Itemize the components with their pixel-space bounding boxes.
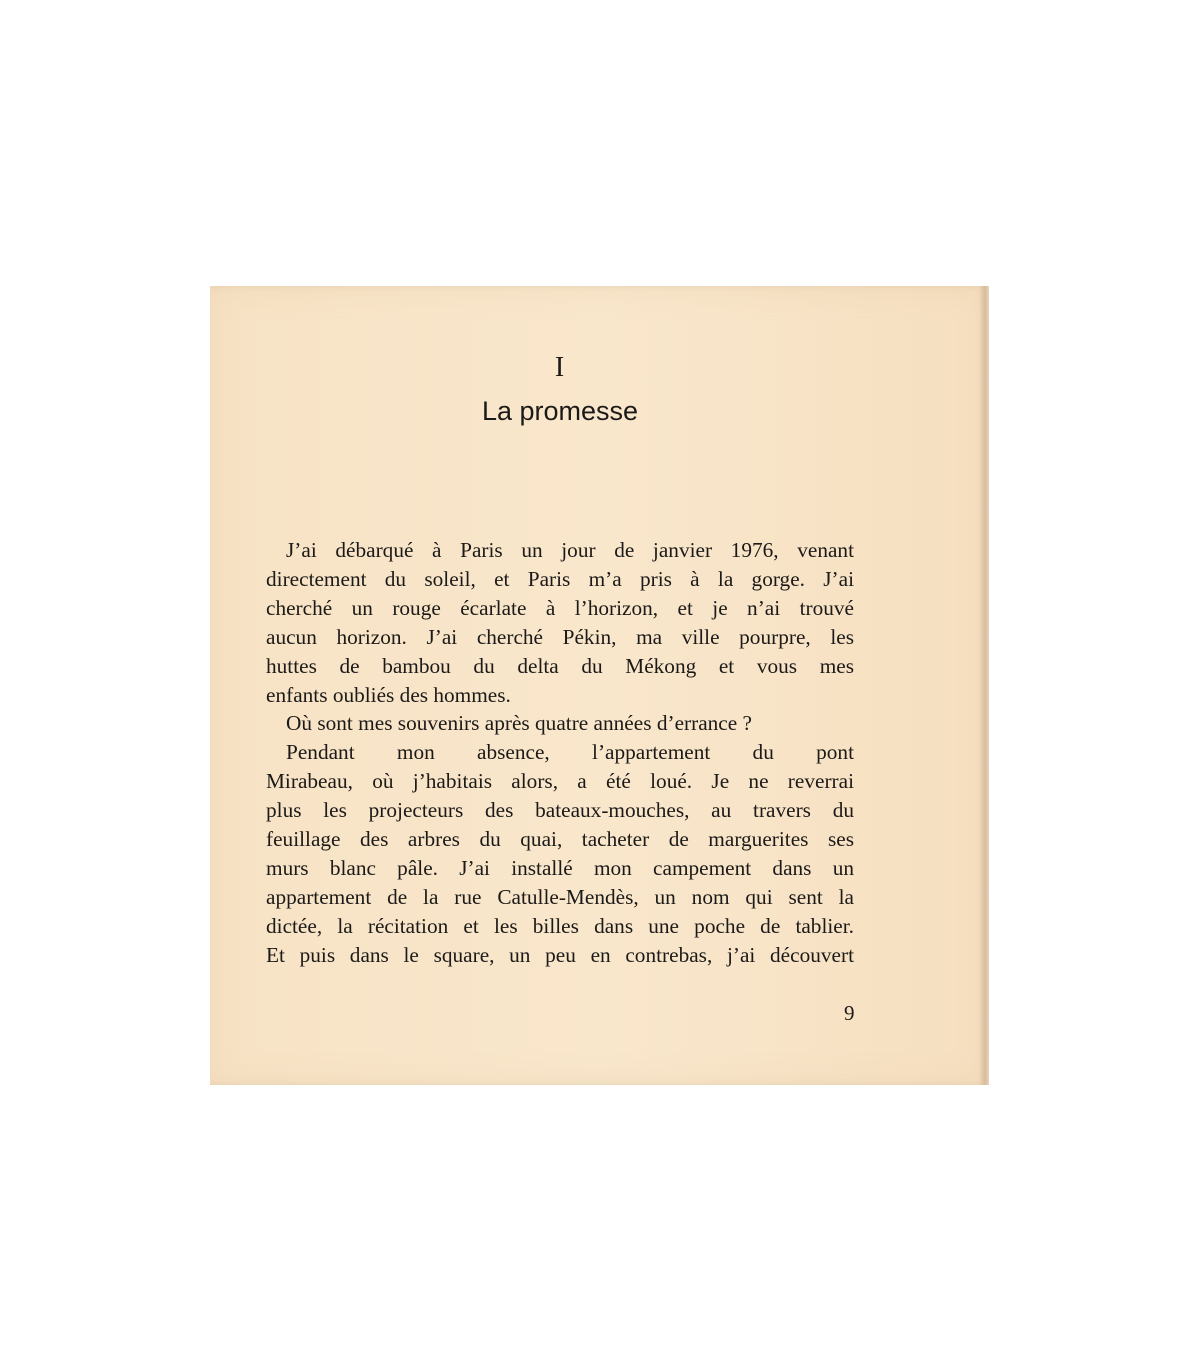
text-line: huttes de bambou du delta du Mékong et vous mes <box>266 653 854 678</box>
text-line: murs blanc pâle. J’ai installé mon campement dans un <box>266 855 854 880</box>
text-line: dictée, la récitation et les billes dans une poche de tablier. <box>266 913 854 938</box>
chapter-title: La promesse <box>481 396 639 426</box>
text-line: Où sont mes souvenirs après quatre années d’errance ? <box>286 711 752 736</box>
text-line: Et puis dans le square, un peu en contrebas, j’ai découvert <box>266 942 854 967</box>
text-line: appartement de la rue Catulle-Mendès, un nom qui sent la <box>266 884 854 909</box>
text-line: J’ai débarqué à Paris un jour de janvier 1976, venant <box>286 538 854 562</box>
text-line: directement du soleil, et Paris m’a pris à la gorge. J’ai <box>266 566 854 591</box>
text-line: feuillage des arbres du quai, tacheter de marguerites ses <box>266 827 854 852</box>
book-page <box>210 286 989 1085</box>
text-line: plus les projecteurs des bateaux-mouches, au travers du <box>266 798 854 823</box>
body-text <box>266 536 854 970</box>
page-edge <box>979 286 989 1085</box>
text-line: cherché un rouge écarlate à l’horizon, et je n’ai trouvé <box>266 595 854 620</box>
text-line: enfants oubliés des hommes. <box>266 682 511 707</box>
text-line: Pendant mon absence, l’appartement du pont <box>286 740 854 765</box>
page-number: 9 <box>844 1001 855 1025</box>
chapter-number: I <box>554 352 566 383</box>
text-line: Mirabeau, où j’habitais alors, a été loué. Je ne reverrai <box>266 769 854 794</box>
text-line: aucun horizon. J’ai cherché Pékin, ma ville pourpre, les <box>266 624 854 649</box>
